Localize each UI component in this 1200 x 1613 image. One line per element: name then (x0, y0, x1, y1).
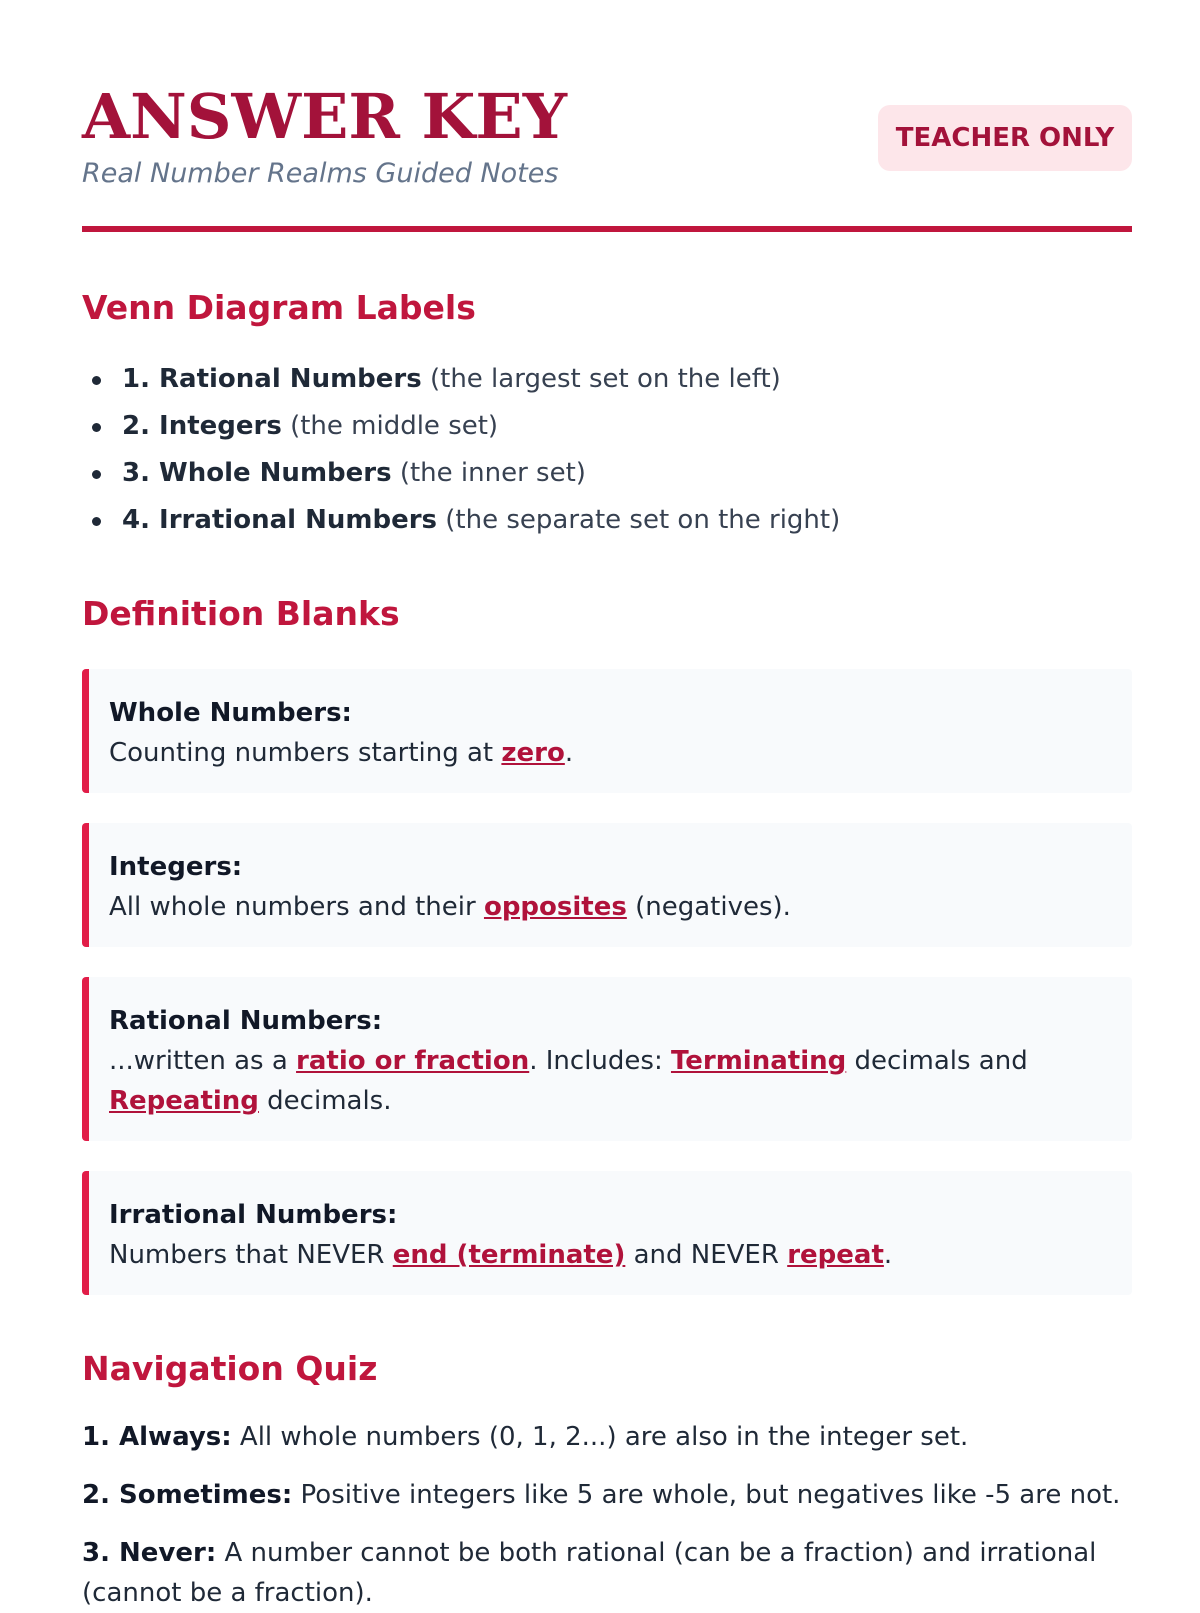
answer-blank: repeat (787, 1240, 884, 1271)
definition-text-part: Counting numbers starting at (109, 738, 502, 769)
definition-text (109, 1235, 1112, 1275)
answer-key-page (82, 80, 1132, 1613)
bullet-icon (92, 376, 101, 385)
definition-text (109, 1041, 1112, 1121)
venn-label: 2. Integers (122, 410, 282, 441)
venn-note: (the inner set) (391, 457, 586, 488)
definition-text (109, 733, 1112, 773)
definition-text-part: . Includes: (529, 1046, 671, 1077)
definition-text (109, 887, 1112, 927)
definition-card-whole-numbers (82, 669, 1132, 793)
answer-blank: Repeating (109, 1086, 259, 1117)
answer-blank: zero (501, 738, 565, 769)
quiz-answer (82, 1475, 1132, 1515)
quiz-answer-text: All whole numbers (0, 1, 2...) are also in the integer set. (231, 1421, 969, 1452)
definition-text-part: . (883, 1240, 893, 1271)
definitions-section (82, 594, 1132, 1296)
quiz-answer-text: Positive integers like 5 are whole, but negatives like -5 are not. (292, 1479, 1121, 1510)
bullet-icon (92, 470, 101, 479)
venn-note: (the middle set) (281, 410, 499, 441)
quiz-answer (82, 1417, 1132, 1457)
page-title: ANSWER KEY (82, 80, 567, 153)
definitions-heading: Definition Blanks (82, 593, 400, 633)
list-item (82, 497, 1132, 544)
quiz-heading: Navigation Quiz (82, 1349, 378, 1389)
definition-card-integers (82, 823, 1132, 947)
definition-text-part: decimals. (258, 1086, 392, 1117)
answer-blank: end (terminate) (392, 1240, 626, 1271)
venn-heading: Venn Diagram Labels (82, 288, 476, 327)
definition-text-part: and NEVER (625, 1240, 788, 1271)
quiz-answer-label: 3. Never: (82, 1537, 217, 1568)
header (82, 80, 1132, 232)
list-item (82, 356, 1132, 403)
list-item (82, 403, 1132, 450)
teacher-only-badge: TEACHER ONLY (878, 105, 1132, 171)
venn-label-list (82, 356, 1132, 544)
definition-text-part: (negatives). (626, 892, 791, 923)
quiz-answer-text: A number cannot be both rational (can be a fraction) and irrational (cannot be a fraction). (82, 1537, 1097, 1608)
definition-term: Irrational Numbers: (109, 1200, 398, 1231)
answer-blank: opposites (483, 892, 627, 923)
bullet-icon (92, 517, 101, 526)
quiz-answer-label: 2. Sometimes: (82, 1479, 293, 1510)
definition-term: Integers: (109, 852, 243, 883)
quiz-answer (82, 1533, 1132, 1613)
list-item (82, 450, 1132, 497)
definition-card-rational-numbers (82, 977, 1132, 1141)
quiz-section (82, 1349, 1132, 1613)
definition-text-part: . (564, 738, 574, 769)
venn-label: 4. Irrational Numbers (122, 504, 438, 535)
page-subtitle: Real Number Realms Guided Notes (82, 158, 559, 189)
bullet-icon (92, 423, 101, 432)
definition-text-part: Numbers that NEVER (109, 1240, 393, 1271)
definition-text-part: All whole numbers and their (109, 892, 484, 923)
venn-label: 3. Whole Numbers (122, 457, 392, 488)
venn-label: 1. Rational Numbers (122, 363, 422, 394)
definition-text-part: ...written as a (109, 1046, 297, 1077)
definition-text-part: decimals and (846, 1046, 1028, 1077)
answer-blank: Terminating (670, 1046, 847, 1077)
definition-term: Whole Numbers: (109, 698, 352, 729)
quiz-answer-label: 1. Always: (82, 1421, 232, 1452)
venn-note: (the separate set on the right) (437, 504, 841, 535)
venn-note: (the largest set on the left) (421, 363, 781, 394)
definition-card-irrational-numbers (82, 1171, 1132, 1295)
answer-blank: ratio or fraction (296, 1046, 530, 1077)
definition-term: Rational Numbers: (109, 1006, 383, 1037)
venn-section (82, 288, 1132, 544)
